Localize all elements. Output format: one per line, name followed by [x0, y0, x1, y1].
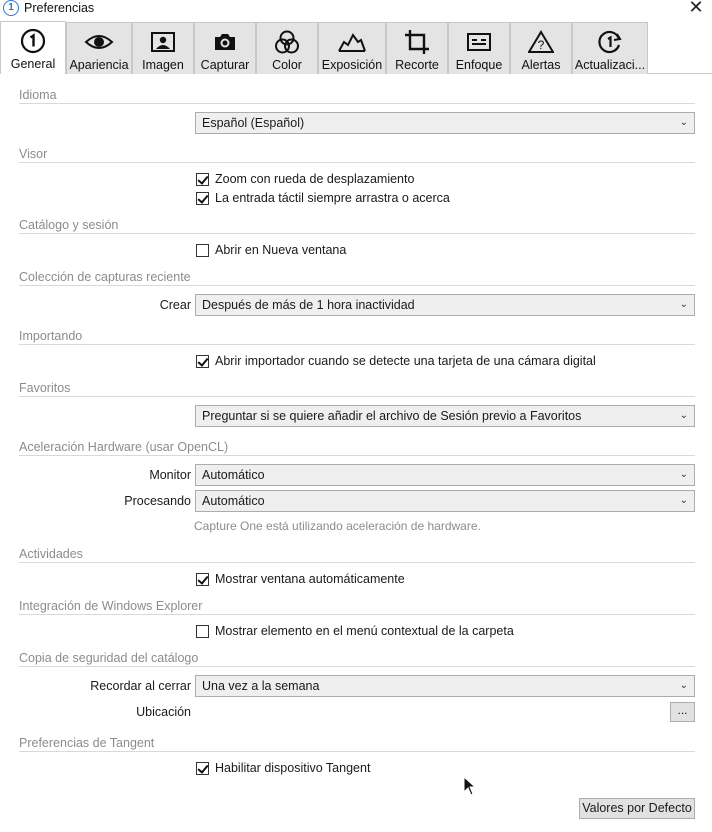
- section-divider: [19, 455, 695, 456]
- crear-label: Crear: [159, 298, 191, 312]
- tab-exposicion[interactable]: [318, 22, 386, 74]
- procesando-label: Procesando: [124, 494, 191, 508]
- window-title: Preferencias: [24, 1, 95, 15]
- section-title-copia: Copia de seguridad del catálogo: [19, 651, 199, 665]
- chevron-down-icon: ⌄: [679, 410, 688, 421]
- chevron-down-icon: ⌄: [679, 680, 688, 691]
- mouse-cursor-icon: [463, 776, 477, 796]
- chevron-down-icon: ⌄: [679, 117, 688, 128]
- section-title-importando: Importando: [19, 329, 83, 343]
- checkbox-label: Abrir importador cuando se detecte una tarjeta de una cámara digital: [215, 354, 596, 368]
- select-value: Preguntar si se quiere añadir el archivo de Sesión previo a Favoritos: [202, 409, 582, 423]
- chevron-down-icon: ⌄: [679, 495, 688, 506]
- camera-icon: [195, 29, 255, 55]
- section-divider: [19, 344, 695, 345]
- tab-capturar[interactable]: [194, 22, 256, 74]
- app-icon: 1: [3, 0, 19, 16]
- processing-select[interactable]: [195, 490, 695, 512]
- tab-general[interactable]: [0, 21, 66, 74]
- section-title-catalogo: Catálogo y sesión: [19, 218, 119, 232]
- checkbox-label: Mostrar elemento en el menú contextual de la carpeta: [215, 624, 514, 638]
- tangent-device-checkbox[interactable]: [196, 760, 370, 776]
- tab-label: Alertas: [521, 58, 561, 72]
- section-title-actividades: Actividades: [19, 547, 83, 561]
- monitor-label: Monitor: [149, 468, 191, 482]
- checkbox-label: Zoom con rueda de desplazamiento: [215, 172, 415, 186]
- checkbox-box[interactable]: [196, 192, 209, 205]
- section-title-tangent: Preferencias de Tangent: [19, 736, 155, 750]
- chevron-down-icon: ⌄: [679, 469, 688, 480]
- tab-apariencia[interactable]: [66, 22, 132, 74]
- update-icon: [573, 29, 647, 55]
- tab-label: Exposición: [321, 58, 383, 72]
- crop-icon: [387, 29, 447, 55]
- select-value: Automático: [202, 468, 265, 482]
- section-divider: [19, 396, 695, 397]
- section-title-coleccion: Colección de capturas reciente: [19, 270, 191, 284]
- general-panel: [0, 74, 712, 832]
- section-title-explorer: Integración de Windows Explorer: [19, 599, 203, 613]
- zoom-wheel-checkbox[interactable]: [196, 171, 414, 187]
- svg-text:?: ?: [537, 38, 545, 52]
- show-activities-checkbox[interactable]: [196, 571, 405, 587]
- section-divider: [19, 751, 695, 752]
- tab-color[interactable]: [256, 22, 318, 74]
- section-title-visor: Visor: [19, 147, 48, 161]
- select-value: Una vez a la semana: [202, 679, 320, 693]
- image-icon: [133, 29, 193, 55]
- favorites-select[interactable]: [195, 405, 695, 427]
- color-circles-icon: [257, 29, 317, 55]
- context-menu-checkbox[interactable]: [196, 623, 514, 639]
- tab-label: Recorte: [395, 58, 439, 72]
- select-value: Automático: [202, 494, 265, 508]
- checkbox-box[interactable]: [196, 355, 209, 368]
- section-divider: [19, 103, 695, 104]
- ubicacion-label: Ubicación: [136, 705, 191, 719]
- section-divider: [19, 614, 695, 615]
- tab-label: Actualizaci...: [574, 58, 646, 72]
- focus-icon: [449, 29, 509, 55]
- tab-label: Imagen: [142, 58, 184, 72]
- open-new-window-checkbox[interactable]: [196, 242, 346, 258]
- warning-icon: [511, 29, 571, 55]
- general-icon: [1, 28, 65, 54]
- tab-label: Color: [272, 58, 302, 72]
- tab-label: Capturar: [200, 58, 250, 72]
- open-importer-checkbox[interactable]: [196, 353, 596, 369]
- preferences-tabstrip: [0, 22, 712, 74]
- select-value: Español (Español): [202, 116, 305, 130]
- checkbox-label: Abrir en Nueva ventana: [215, 243, 347, 257]
- browse-location-button[interactable]: ...: [670, 702, 695, 722]
- close-button[interactable]: ✕: [688, 0, 704, 17]
- tab-actualizaciones[interactable]: [572, 22, 648, 74]
- tab-label: General: [10, 57, 56, 71]
- section-divider: [19, 285, 695, 286]
- monitor-select[interactable]: [195, 464, 695, 486]
- exposure-icon: [319, 29, 385, 55]
- checkbox-box[interactable]: [196, 244, 209, 257]
- recordar-label: Recordar al cerrar: [90, 679, 191, 693]
- section-divider: [19, 162, 695, 163]
- tab-alertas[interactable]: [510, 22, 572, 74]
- checkbox-box[interactable]: [196, 762, 209, 775]
- section-title-idioma: Idioma: [19, 88, 57, 102]
- hardware-status-text: Capture One está utilizando aceleración de hardware.: [194, 519, 481, 533]
- title-bar: [0, 0, 712, 18]
- chevron-down-icon: ⌄: [679, 299, 688, 310]
- restore-defaults-button[interactable]: Valores por Defecto: [579, 798, 695, 819]
- language-select[interactable]: [195, 112, 695, 134]
- checkbox-label: Mostrar ventana automáticamente: [215, 572, 405, 586]
- section-divider: [19, 666, 695, 667]
- section-title-aceleracion: Aceleración Hardware (usar OpenCL): [19, 440, 229, 454]
- eye-icon: [67, 29, 131, 55]
- recent-captures-select[interactable]: [195, 294, 695, 316]
- tab-imagen[interactable]: [132, 22, 194, 74]
- checkbox-box[interactable]: [196, 173, 209, 186]
- section-divider: [19, 562, 695, 563]
- tab-label: Apariencia: [69, 58, 129, 72]
- touch-drag-checkbox[interactable]: [196, 190, 450, 206]
- checkbox-label: Habilitar dispositivo Tangent: [215, 761, 371, 775]
- tab-recorte[interactable]: [386, 22, 448, 74]
- tab-label: Enfoque: [455, 58, 503, 72]
- backup-frequency-select[interactable]: [195, 675, 695, 697]
- section-divider: [19, 233, 695, 234]
- checkbox-box[interactable]: [196, 573, 209, 586]
- checkbox-box[interactable]: [196, 625, 209, 638]
- checkbox-label: La entrada táctil siempre arrastra o acerca: [215, 191, 450, 205]
- section-title-favoritos: Favoritos: [19, 381, 71, 395]
- tab-enfoque[interactable]: [448, 22, 510, 74]
- select-value: Después de más de 1 hora inactividad: [202, 298, 415, 312]
